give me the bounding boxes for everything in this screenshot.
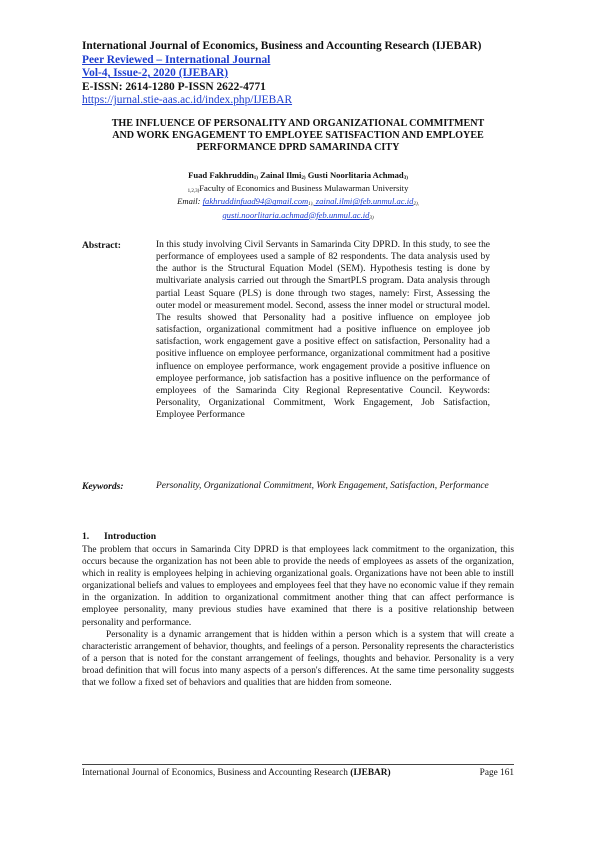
author-1: Fuad Fakhruddin — [188, 170, 254, 180]
section-heading — [82, 531, 156, 542]
affiliation — [82, 183, 514, 196]
email-line-2 — [82, 210, 514, 223]
author-2-sup: 2) — [301, 176, 306, 181]
footer-journal — [82, 768, 391, 778]
email-2-link[interactable]: zainal.ilmi@feb.unmul.ac.id — [313, 196, 414, 207]
paragraph: Personality is a dynamic arrangement that is hidden within a person which is a system that will create a characteristic arrangement of behavior, thoughts, and feelings of a person. Personality represents the characteristics of a person that is noted for the constant arrangement of feelings, thoughts and behavior. Personality is a very broad definition that will focus into many aspects of a person's differences. At the same time personality suggests that we follow a fixed set of behaviors and qualities that are hidden from someone. — [82, 629, 514, 689]
journal-name: International Journal of Economics, Business and Accounting Research (IJEBAR) — [82, 40, 482, 52]
author-3: Gusti Noorlitaria Achmad — [305, 170, 404, 180]
page-footer — [82, 768, 514, 778]
footer-rule — [82, 764, 514, 765]
email-1-sup: 1), — [308, 202, 314, 208]
body-text — [82, 544, 514, 689]
keywords-label: Keywords: — [82, 481, 124, 492]
author-3-sup: 3) — [403, 176, 408, 181]
author-1-sup: 1) — [253, 176, 258, 181]
author-2: Zainal Ilmi — [257, 170, 302, 180]
email-label: Email: — [177, 196, 203, 207]
email-3-link[interactable]: gusti.noorlitaria.achmad@feb.unmul.ac.id — [222, 209, 370, 220]
authors-block — [82, 170, 514, 223]
email-2-sup: 2), — [413, 202, 419, 208]
keywords-text: Personality, Organizational Commitment, Work Engagement, Satisfaction, Performance — [156, 481, 489, 491]
volume-link[interactable]: Vol-4, Issue-2, 2020 (IJEBAR) — [82, 67, 229, 80]
author-names — [82, 170, 514, 183]
page-number: Page 161 — [479, 768, 514, 778]
footer-abbr: (IJEBAR) — [350, 768, 391, 778]
email-3-sup: 3) — [369, 215, 374, 221]
title-line: AND WORK ENGAGEMENT TO EMPLOYEE SATISFACTION AND EMPLOYEE — [112, 130, 484, 142]
journal-header — [82, 40, 522, 108]
paper-title — [82, 118, 514, 155]
email-1-link[interactable]: fakhruddinfuad94@gmail.com — [202, 196, 309, 207]
affiliation-sup: 1,2,3) — [187, 189, 200, 195]
journal-url-link[interactable]: https://jurnal.stie-aas.ac.id/index.php/IJEBAR — [82, 94, 293, 107]
title-line: PERFORMANCE DPRD SAMARINDA CITY — [196, 142, 400, 154]
footer-journal-name: International Journal of Economics, Business and Accounting Research — [82, 768, 351, 778]
abstract-label: Abstract: — [82, 240, 121, 251]
section-title: Introduction — [104, 531, 157, 542]
peer-reviewed-link[interactable]: Peer Reviewed – International Journal — [82, 53, 271, 66]
affiliation-text: Faculty of Economics and Business Mulawarman University — [199, 183, 409, 194]
title-line: THE INFLUENCE OF PERSONALITY AND ORGANIZATIONAL COMMITMENT — [111, 118, 485, 129]
issn-line: E-ISSN: 2614-1280 P-ISSN 2622-4771 — [82, 80, 266, 93]
paragraph: The problem that occurs in Samarinda City DPRD is that employees lack commitment to the organization, this occurs because the organization has not been able to provide the needs of employees as assets of the organization, which in reality is employees helping in achieving organizational goals. Organizations have not been able to instill organizational beliefs and values to employees and employees feel that they have no economic value if they remain in the organization. In addition to organizational commitment another thing that can affect performance is employee personality, many previous studies have examined that there is a positive relationship between personality and performance. — [82, 545, 514, 628]
abstract-text: In this study involving Civil Servants in Samarinda City DPRD. In this study, to see the performance of employees used a sample of 82 respondents. The data analysis used by the author is the Structural Equation Model (SEM). Hypothesis testing is done by multivariate analysis carried out through the SmartPLS program. Data analysis through partial Least Square (PLS) is done through two stages, namely: First, Assessing the outer model or measurement model. Second, assess the inner model or structural model. The results showed that Personality had a positive influence on employee job satisfaction, organizational commitment had a positive influence on employee job satisfaction, work engagement gave a positive effect on satisfaction, Personality had a positive influence on employee performance, organizational commitment had a positive influence on employee performance, work engagement provide a positive influence on employee performance, job satisfaction has a positive influence on the performance of employees of the Samarinda City Regional Representative Council. Keywords: Personality, Organizational Commitment, Work Engagement, Job Satisfaction, Employee Performance — [156, 240, 490, 421]
email-line — [82, 196, 514, 209]
section-number: 1. — [82, 531, 90, 542]
